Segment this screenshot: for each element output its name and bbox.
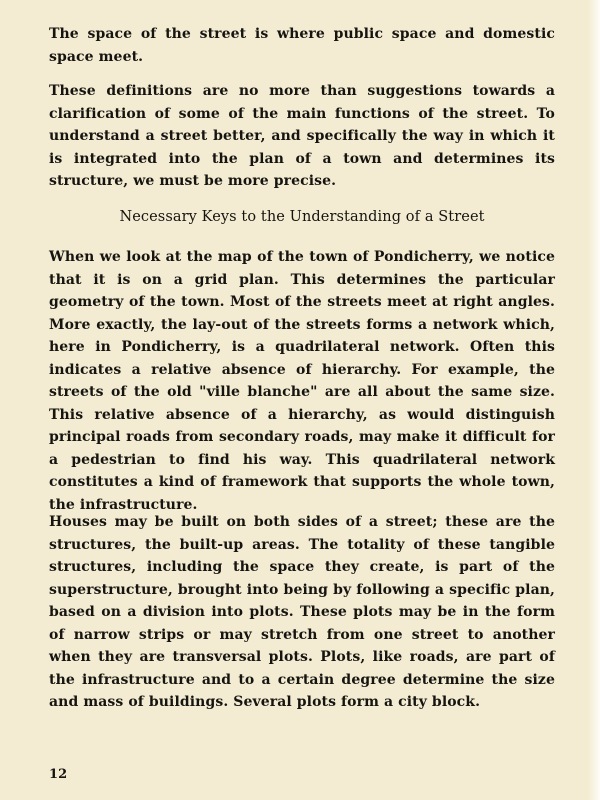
section-heading: Necessary Keys to the Understanding of a Street bbox=[119, 209, 485, 225]
paragraph-grid-plan: When we look at the map of the town of Pondicherry, we notice that it is on a grid plan. This determines the particular geometry of the town. Most of the streets meet at right angles. More exactly, the lay-out of the streets forms a network which, here in Pondicherry, is a quadrilateral network. Often this indicates a relative absence of hierarchy. For example, the streets of the old "ville blanche" are all about the same size. This relative absence of a hierarchy, as would distinguish principal roads from secondary roads, may make it difficult for a pedestrian to find his way. This quadrilateral network constitutes a kind of framework that supports the whole town, the infrastructure. bbox=[49, 249, 555, 513]
paragraph-street-definition: The space of the street is where public space and domestic space meet. bbox=[49, 26, 555, 65]
paragraph-houses-plots: Houses may be built on both sides of a street; these are the structures, the built-up areas. The totality of these tangible structures, including the space they create, is part of the superstructure, brought into being by following a specific plan, based on a division into plots. These plots may be in the form of narrow strips or may stretch from one street to another when they are transversal plots. Plots, like roads, are part of the infrastructure and to a certain degree determine the size and mass of buildings. Several plots form a city block. bbox=[49, 514, 555, 710]
paragraph-definitions-suggestions: These definitions are no more than suggestions towards a clarification of some of the main functions of the street. To understand a street better, and specifically the way in which it is integrated into the plan of a town and determines its structure, we must be more precise. bbox=[49, 83, 555, 189]
page-number: 12 bbox=[49, 767, 68, 782]
